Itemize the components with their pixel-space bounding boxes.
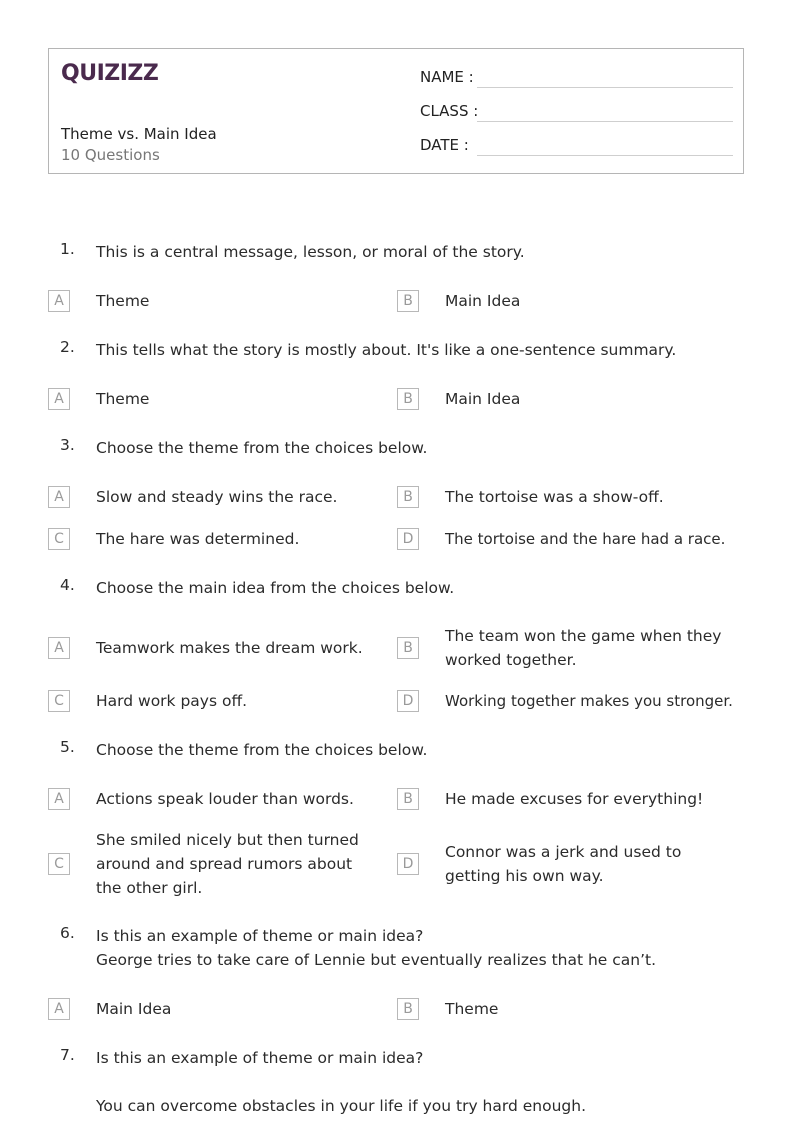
- option-text: Teamwork makes the dream work.: [96, 639, 363, 657]
- question-text: This tells what the story is mostly about. It's like a one-sentence summary.: [96, 341, 677, 359]
- option-text: The tortoise and the hare had a race.: [445, 530, 726, 548]
- option-text: The team won the game when they worked together.: [445, 627, 722, 669]
- option-letter-badge: A: [48, 637, 70, 659]
- question-number: 3.: [60, 436, 75, 454]
- name-label: NAME :: [420, 68, 474, 86]
- option-text: He made excuses for everything!: [445, 790, 704, 808]
- class-field[interactable]: [420, 102, 478, 120]
- option-text: She smiled nicely but then turned around and spread rumors about the other girl.: [96, 831, 359, 897]
- question-number: 2.: [60, 338, 75, 356]
- question-text: Is this an example of theme or main idea?: [96, 927, 424, 945]
- question-text: Choose the theme from the choices below.: [96, 439, 428, 457]
- option-letter-badge: A: [48, 998, 70, 1020]
- question-text: Choose the main idea from the choices below.: [96, 579, 455, 597]
- name-field[interactable]: [420, 68, 474, 86]
- question-count: 10 Questions: [61, 146, 160, 164]
- option-letter-badge: A: [48, 290, 70, 312]
- option-letter-badge: B: [397, 388, 419, 410]
- option-letter-badge: C: [48, 853, 70, 875]
- question-number: 5.: [60, 738, 75, 756]
- question-number: 1.: [60, 240, 75, 258]
- option-text: Slow and steady wins the race.: [96, 488, 338, 506]
- option-letter-badge: B: [397, 637, 419, 659]
- quizizz-logo: QUIZIZZ: [61, 61, 159, 86]
- worksheet-title: Theme vs. Main Idea: [61, 125, 217, 143]
- option-letter-badge: A: [48, 788, 70, 810]
- class-label: CLASS :: [420, 102, 479, 120]
- option-text: Connor was a jerk and used to getting his own way.: [445, 843, 682, 885]
- question-text: Choose the theme from the choices below.: [96, 741, 428, 759]
- question-text: This is a central message, lesson, or moral of the story.: [96, 243, 525, 261]
- question-number: 6.: [60, 924, 75, 942]
- date-label: DATE :: [420, 136, 469, 154]
- option-text: Main Idea: [445, 390, 521, 408]
- date-line: [477, 155, 733, 156]
- option-letter-badge: D: [397, 690, 419, 712]
- option-letter-badge: B: [397, 788, 419, 810]
- worksheet-header: [48, 48, 744, 174]
- option-text: Main Idea: [445, 292, 521, 310]
- option-text: Theme: [445, 1000, 499, 1018]
- option-text: The hare was determined.: [96, 530, 300, 548]
- option-text: Main Idea: [96, 1000, 172, 1018]
- option-letter-badge: A: [48, 486, 70, 508]
- option-letter-badge: C: [48, 528, 70, 550]
- option-text: Actions speak louder than words.: [96, 790, 354, 808]
- question-subtext: George tries to take care of Lennie but eventually realizes that he can’t.: [96, 951, 657, 969]
- option-letter-badge: B: [397, 290, 419, 312]
- option-text: Hard work pays off.: [96, 692, 248, 710]
- class-line: [477, 121, 733, 122]
- name-line: [477, 87, 733, 88]
- question-number: 4.: [60, 576, 75, 594]
- question-text: Is this an example of theme or main idea?: [96, 1049, 424, 1067]
- question-subtext: You can overcome obstacles in your life if you try hard enough.: [96, 1097, 587, 1115]
- option-text: Theme: [96, 390, 150, 408]
- question-number: 7.: [60, 1046, 75, 1064]
- option-letter-badge: D: [397, 528, 419, 550]
- option-letter-badge: D: [397, 853, 419, 875]
- option-letter-badge: C: [48, 690, 70, 712]
- option-text: The tortoise was a show-off.: [445, 488, 664, 506]
- option-text: Theme: [96, 292, 150, 310]
- option-letter-badge: B: [397, 486, 419, 508]
- option-text: Working together makes you stronger.: [445, 692, 733, 710]
- option-letter-badge: B: [397, 998, 419, 1020]
- date-field[interactable]: [420, 136, 469, 154]
- option-letter-badge: A: [48, 388, 70, 410]
